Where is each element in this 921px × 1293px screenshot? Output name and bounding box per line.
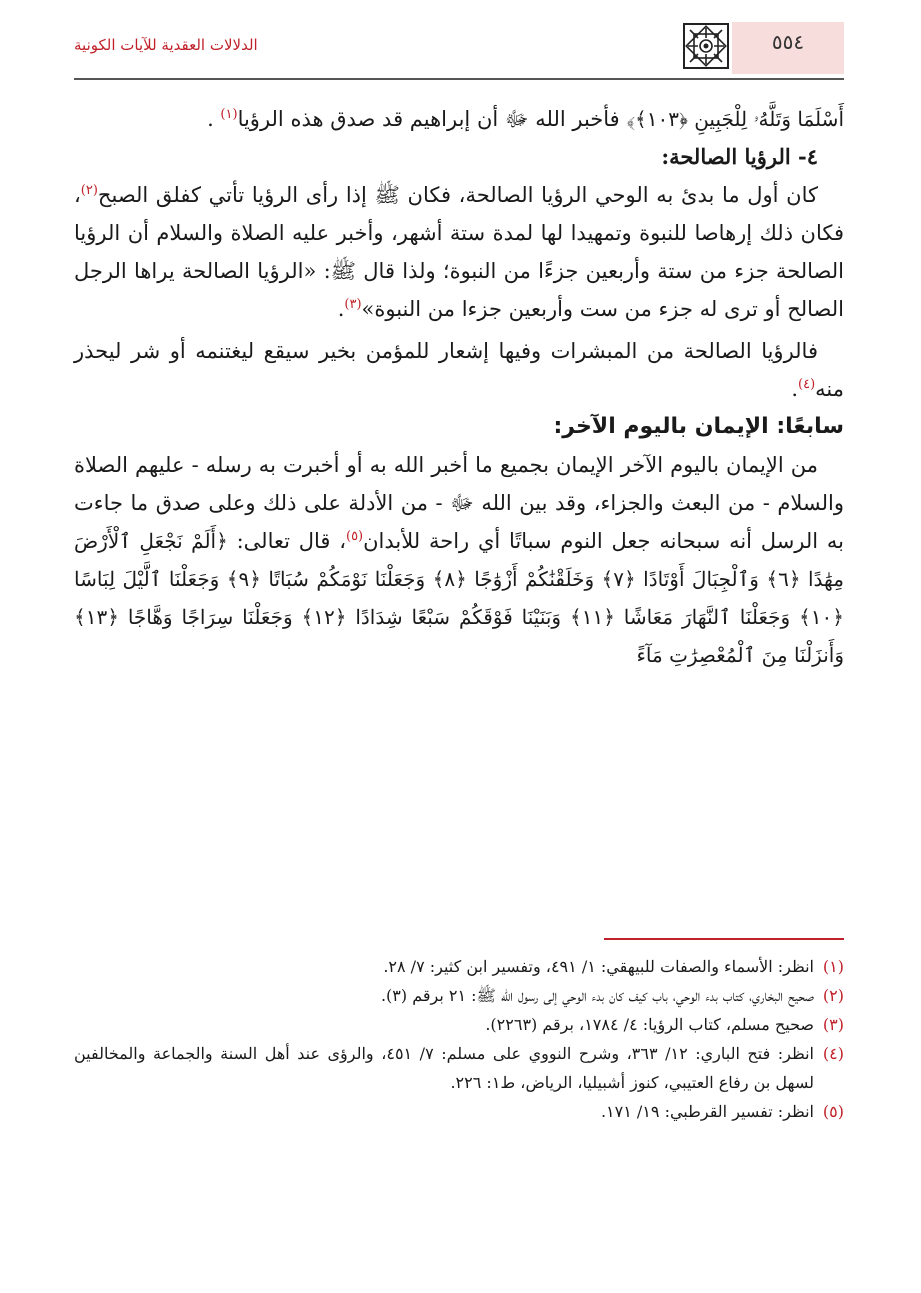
footnote-ref-5: (٥) <box>345 529 364 544</box>
paragraph-righteous-dreams <box>74 176 844 328</box>
footnote-ref-1: (١) <box>220 107 238 122</box>
main-text <box>74 100 844 674</box>
paragraph-end: . <box>207 107 221 131</box>
paragraph-glad-tidings <box>74 332 844 408</box>
footnote-item <box>74 981 844 1010</box>
paragraph-text: فأخبر الله ﷻ أن إبراهيم قد صدق هذه الرؤيا <box>237 107 627 131</box>
section-subheading: ٤- الرؤيا الصالحة: <box>661 144 818 169</box>
footnote-text: صحيح مسلم، كتاب الرؤيا: ٤/ ١٧٨٤، برقم (٢٢٦٣). <box>485 1015 814 1034</box>
paragraph-text: ، قال تعالى: <box>227 529 346 553</box>
footnote-number: (٣) <box>822 1015 844 1034</box>
paragraph-text: كان أول ما بدئ به الوحي الرؤيا الصالحة، فكان ﷺ إذا رأى الرؤيا تأتي كفلق الصبح <box>97 183 818 207</box>
footnote-number: (٢) <box>822 986 844 1005</box>
footnote-ref-3: (٣) <box>344 297 362 312</box>
paragraph-text: من الإيمان باليوم الآخر الإيمان بجميع ما أخبر الله به أو أخبرت به رسله - عليهم الصلاة والسلام - من البعث والجزاء، وقد بين الله ﷻ - من الأدلة على ذلك وعلى صدق ما جاءت به الرسل أنه سبحانه جعل النوم سباتًا أي راحة للأبدان <box>74 453 844 553</box>
footnote-item <box>74 1010 844 1039</box>
paragraph-text: فالرؤيا الصالحة من المبشرات وفيها إشعار للمؤمن بخير سيقع ليغتنمه أو شر ليحذر منه <box>74 339 844 401</box>
quran-verse-fragment: أَسْلَمَا وَتَلَّهُۥ لِلْجَبِينِ ﴿١٠٣﴾ <box>635 107 844 131</box>
footnote-number: (٤) <box>822 1044 844 1063</box>
footnote-ref-4: (٤) <box>798 377 816 392</box>
page-number: ٥٥٤ <box>771 30 805 54</box>
paragraph-text: ، فكان ذلك إرهاصا للنبوة وتمهيدا لها لمدة ستة أشهر، وأخبر عليه الصلاة والسلام أن الرؤيا الصالحة جزء من ستة وأربعين جزءًا من النبوة؛ ولذا قال ﷺ: «الرؤيا الصالحة يراها الرجل الصالح أو ترى له جزء من ست وأربعين جزءا من النبوة» <box>74 183 844 321</box>
running-title <box>74 36 474 54</box>
footnote-number: (٥) <box>822 1102 844 1121</box>
footnote-text: انظر: الأسماء والصفات للبيهقي: ١/ ٤٩١، وتفسير ابن كثير: ٧/ ٢٨. <box>383 957 814 976</box>
paragraph-end: . <box>337 297 345 321</box>
footnote-text: انظر: تفسير القرطبي: ١٩/ ١٧١. <box>600 1102 814 1121</box>
paragraph-end: . <box>791 377 798 401</box>
footnote-ref-2: (٢) <box>80 183 98 198</box>
footnote-item <box>74 1039 844 1097</box>
footnote-item <box>74 952 844 981</box>
book-title-text: الدلالات العقدية للآيات الكونية <box>74 36 258 54</box>
page-header <box>0 0 921 90</box>
closing-bracket: ﴾ <box>626 107 636 131</box>
footnote-text: انظر: فتح الباري: ١٢/ ٣٦٣، وشرح النووي على مسلم: ٧/ ٤٥١، والرؤى عند أهل السنة والجماعة والمخالفين لسهل بن رفاع العتيبي، كنوز أشبيليا، الرياض، ط١: ٢٢٦. <box>74 1044 814 1092</box>
footnote-divider <box>604 938 844 940</box>
header-divider <box>74 78 844 80</box>
footnote-number: (١) <box>822 957 844 976</box>
paragraph-ayah-close <box>74 100 844 138</box>
footnote-text: صحيح البخاري، كتاب بدء الوحي، باب كيف كان بدء الوحي إلى رسول الله ﷺ: ٢١ برقم (٣). <box>380 986 814 1005</box>
ornament-emblem-icon <box>682 22 730 70</box>
paragraph-last-day <box>74 446 844 674</box>
footnotes <box>74 952 844 1126</box>
section-heading: سابعًا: الإيمان باليوم الآخر: <box>553 414 844 439</box>
quran-verses: ﴿أَلَمْ نَجْعَلِ ٱلْأَرْضَ مِهَٰدًا ﴿٦﴾ وَٱلْجِبَالَ أَوْتَادًا ﴿٧﴾ وَخَلَقْنَٰكُمْ أَزْوَٰجًا ﴿٨﴾ وَجَعَلْنَا نَوْمَكُمْ سُبَاتًا ﴿٩﴾ وَجَعَلْنَا ٱلَّيْلَ لِبَاسًا ﴿١٠﴾ وَجَعَلْنَا ٱلنَّهَارَ مَعَاشًا ﴿١١﴾ وَبَنَيْنَا فَوْقَكُمْ سَبْعًا شِدَادًا ﴿١٢﴾ وَجَعَلْنَا سِرَاجًا وَهَّاجًا ﴿١٣﴾ وَأَنزَلْنَا مِنَ ٱلْمُعْصِرَٰتِ مَآءً <box>74 529 844 667</box>
footnote-item <box>74 1097 844 1126</box>
